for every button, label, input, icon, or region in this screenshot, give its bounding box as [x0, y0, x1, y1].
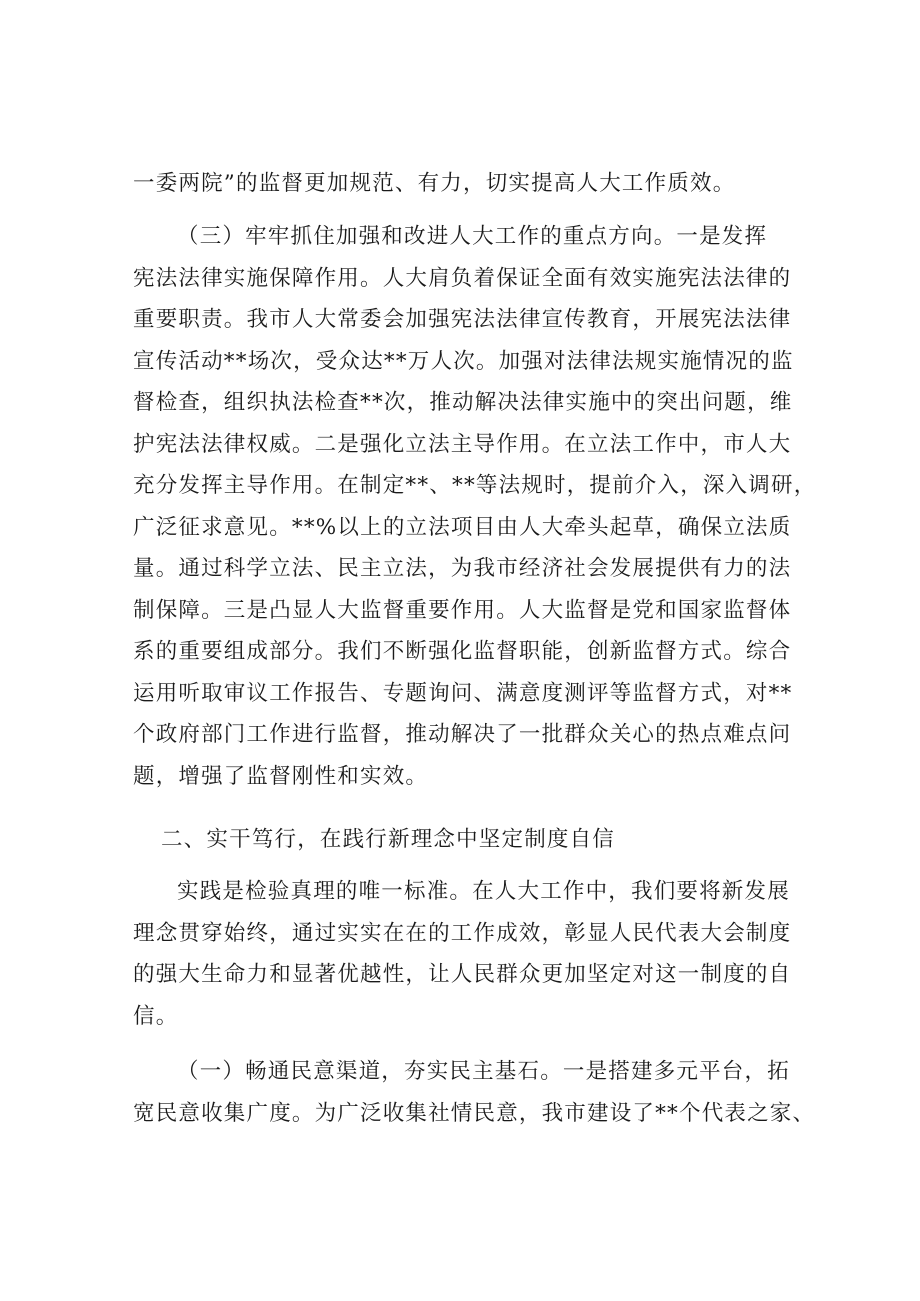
- text-line: 广泛征求意见。**%以上的立法项目由人大牵头起草，确保立法质: [133, 514, 792, 540]
- text-line: 宪法法律实施保障作用。人大肩负着保证全面有效实施宪法法律的: [133, 265, 792, 291]
- paragraph-section-3: [133, 216, 817, 797]
- text-line: 信。: [133, 1003, 179, 1029]
- text-line: 护宪法法律权威。二是强化立法主导作用。在立法工作中，市人大: [133, 431, 792, 457]
- text-line: 运用听取审议工作报告、专题询问、满意度测评等监督方式，对**: [133, 680, 793, 706]
- text-line: （三）牢牢抓住加强和改进人大工作的重点方向。一是发挥: [177, 224, 768, 249]
- paragraph-continuation: [133, 163, 799, 205]
- text-line: 重要职责。我市人大常委会加强宪法法律宣传教育，开展宪法法律: [133, 307, 792, 332]
- text-line: 题，增强了监督刚性和实效。: [133, 763, 429, 789]
- text-line: 实践是检验真理的唯一标准。在人大工作中，我们要将新发展: [177, 879, 790, 904]
- text-block-5: [133, 1051, 816, 1134]
- text-block-4: [133, 871, 799, 1037]
- text-line: 制保障。三是凸显人大监督重要作用。人大监督是党和国家监督体: [133, 597, 792, 623]
- section-heading-2: [133, 819, 799, 861]
- paragraph-intro: [133, 871, 799, 1037]
- text-line: 理念贯穿始终，通过实实在在的工作成效，彰显人民代表大会制度: [133, 920, 792, 946]
- text-line: 系的重要组成部分。我们不断强化监督职能，创新监督方式。综合: [133, 639, 792, 664]
- text-line: 的强大生命力和显著优越性，让人民群众更加坚定对这一制度的自: [133, 962, 792, 987]
- paragraph-section-1: [133, 1051, 816, 1134]
- text-block-3: [133, 819, 799, 861]
- text-line: 二、实干笃行，在践行新理念中坚定制度自信: [161, 827, 616, 852]
- text-block-1: [133, 163, 799, 205]
- text-block-2: [133, 216, 817, 797]
- text-line: 督检查，组织执法检查**次，推动解决法律实施中的突出问题，维: [133, 390, 793, 415]
- text-line: 宽民意收集广度。为广泛收集社情民意，我市建设了**个代表之家、: [133, 1100, 816, 1126]
- text-line: 一委两院”的监督更加规范、有力，切实提高人大工作质效。: [133, 171, 736, 196]
- text-line: 充分发挥主导作用。在制定**、**等法规时，提前介入，深入调研，: [133, 473, 817, 498]
- text-line: （一）畅通民意渠道，夯实民主基石。一是搭建多元平台，拓: [177, 1059, 790, 1084]
- text-line: 宣传活动**场次，受众达**万人次。加强对法律法规实施情况的监: [133, 348, 794, 374]
- text-line: 量。通过科学立法、民主立法，为我市经济社会发展提供有力的法: [133, 556, 792, 581]
- text-line: 个政府部门工作进行监督，推动解决了一批群众关心的热点难点问: [133, 722, 792, 747]
